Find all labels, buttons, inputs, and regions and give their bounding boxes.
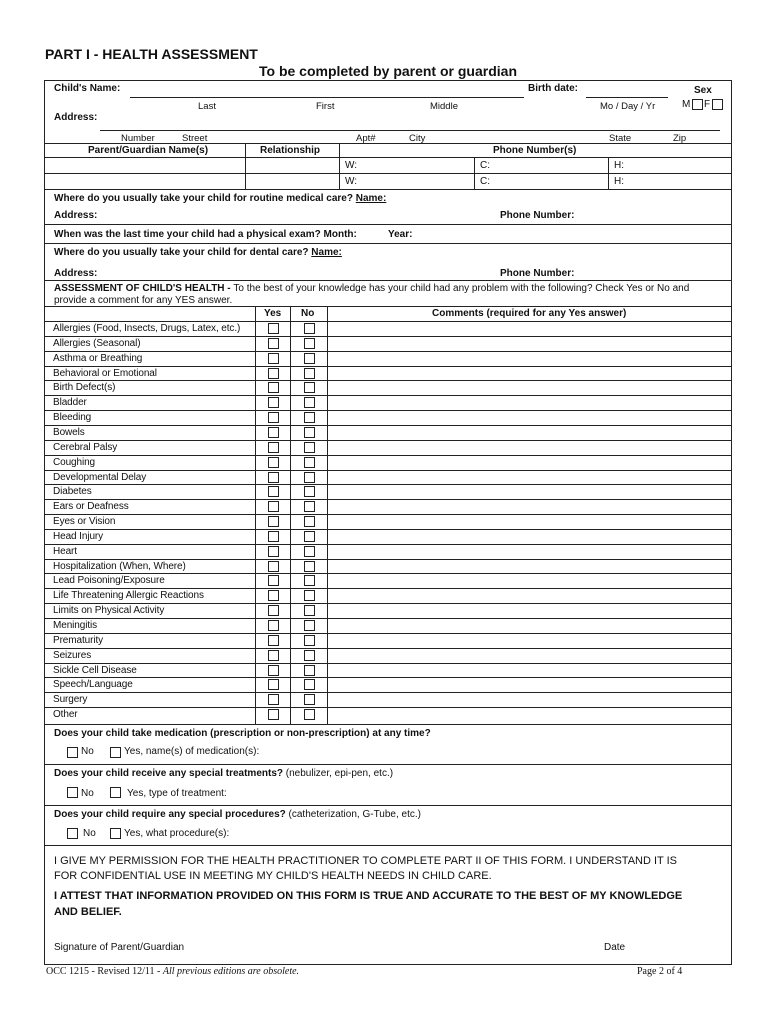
guardian-col-relationship: Relationship — [260, 145, 321, 156]
condition-label: Heart — [53, 545, 77, 557]
condition-yes-checkbox[interactable] — [268, 427, 279, 438]
condition-label: Prematurity — [53, 634, 104, 646]
sublabel-state: State — [609, 133, 632, 144]
condition-no-checkbox[interactable] — [304, 709, 315, 720]
guardian-table-bottom — [44, 189, 732, 190]
medication-yes-checkbox[interactable] — [110, 747, 121, 758]
condition-comment-field[interactable] — [328, 426, 730, 439]
condition-comment-field[interactable] — [328, 589, 730, 602]
condition-yes-checkbox[interactable] — [268, 620, 279, 631]
guardian2-phone-c[interactable]: C: — [480, 176, 490, 187]
condition-comment-field[interactable] — [328, 337, 730, 350]
condition-yes-checkbox[interactable] — [268, 590, 279, 601]
condition-row-divider — [44, 692, 732, 693]
dental-address-label: Address: — [54, 268, 98, 279]
condition-row-divider — [44, 380, 732, 381]
permission-statement-line2: FOR CONFIDENTIAL USE IN MEETING MY CHILD'S HEALTH NEEDS IN CHILD CARE. — [54, 870, 492, 882]
condition-row-divider — [44, 529, 732, 530]
condition-yes-checkbox[interactable] — [268, 368, 279, 379]
condition-yes-checkbox[interactable] — [268, 397, 279, 408]
address-label: Address: — [54, 112, 98, 123]
assessment-table-top — [44, 306, 732, 307]
care-divider-1 — [44, 224, 732, 225]
condition-yes-checkbox[interactable] — [268, 694, 279, 705]
condition-no-checkbox[interactable] — [304, 605, 315, 616]
condition-yes-checkbox[interactable] — [268, 531, 279, 542]
attest-statement-line1: I ATTEST THAT INFORMATION PROVIDED ON THIS FORM IS TRUE AND ACCURATE TO THE BEST OF MY KNOWLEDGE — [54, 890, 683, 902]
condition-row-divider — [44, 366, 732, 367]
condition-row-divider — [44, 707, 732, 708]
frame-bottom — [44, 964, 732, 965]
exam-year-label: Year: — [388, 229, 413, 240]
condition-row-divider — [44, 351, 732, 352]
medication-question: Does your child take medication (prescription or non-prescription) at any time? — [54, 728, 431, 739]
condition-no-checkbox[interactable] — [304, 650, 315, 661]
condition-row-divider — [44, 410, 732, 411]
condition-no-checkbox[interactable] — [304, 486, 315, 497]
condition-label: Asthma or Breathing — [53, 352, 143, 364]
condition-comment-field[interactable] — [328, 441, 730, 454]
dental-phone-label: Phone Number: — [500, 268, 575, 279]
condition-comment-field[interactable] — [328, 619, 730, 632]
treatment-no-label: No — [81, 788, 94, 799]
condition-comment-field[interactable] — [328, 367, 730, 380]
condition-comment-field[interactable] — [328, 471, 730, 484]
treatment-yes-label: Yes, type of treatment: — [127, 788, 227, 799]
condition-comment-field[interactable] — [328, 530, 730, 543]
assessment-col-no: No — [301, 308, 315, 319]
care-divider-3 — [44, 280, 732, 281]
medical-care-question: Where do you usually take your child for routine medical care? Name: — [54, 193, 387, 204]
condition-label: Allergies (Food, Insects, Drugs, Latex, etc.) — [53, 323, 241, 334]
condition-no-checkbox[interactable] — [304, 427, 315, 438]
condition-comment-field[interactable] — [328, 515, 730, 528]
guardian1-phone-w[interactable]: W: — [345, 160, 358, 171]
guardian-col-divider-2 — [339, 143, 340, 189]
childs-name-line[interactable] — [130, 97, 524, 98]
guardian-table-top — [44, 143, 732, 144]
condition-yes-checkbox[interactable] — [268, 486, 279, 497]
childs-name-label: Child's Name: — [54, 83, 121, 94]
condition-label: Bowels — [53, 426, 85, 438]
condition-no-checkbox[interactable] — [304, 501, 315, 512]
condition-yes-checkbox[interactable] — [268, 679, 279, 690]
procedure-no-label: No — [83, 828, 96, 839]
condition-label: Birth Defect(s) — [53, 382, 116, 394]
guardian-col-divider-3 — [474, 157, 475, 189]
frame-right — [731, 80, 732, 965]
treatment-divider — [44, 805, 732, 806]
condition-comment-field[interactable] — [328, 411, 730, 424]
condition-label: Bladder — [53, 397, 87, 409]
condition-label: Seizures — [53, 649, 92, 661]
condition-row-divider — [44, 677, 732, 678]
medication-yes-label: Yes, name(s) of medication(s): — [124, 746, 260, 757]
condition-comment-field[interactable] — [328, 574, 730, 587]
attest-statement-line2: AND BELIEF. — [54, 906, 122, 918]
condition-label: Head Injury — [53, 530, 104, 542]
condition-label: Meningitis — [53, 620, 98, 631]
sublabel-number: Number — [121, 133, 155, 144]
condition-row-divider — [44, 484, 732, 485]
condition-no-checkbox[interactable] — [304, 665, 315, 676]
guardian2-phone-h[interactable]: H: — [614, 176, 624, 187]
care-divider-2 — [44, 243, 732, 244]
condition-row-divider — [44, 440, 732, 441]
sublabel-apt: Apt# — [356, 133, 376, 144]
condition-yes-checkbox[interactable] — [268, 546, 279, 557]
sublabel-last: Last — [198, 101, 216, 112]
guardian2-phone-w[interactable]: W: — [345, 176, 358, 187]
guardian-col-divider-4 — [608, 157, 609, 189]
condition-no-checkbox[interactable] — [304, 353, 315, 364]
condition-no-checkbox[interactable] — [304, 679, 315, 690]
guardian-col-phone: Phone Number(s) — [493, 145, 577, 156]
condition-label: Diabetes — [53, 486, 92, 498]
condition-row-divider — [44, 514, 732, 515]
condition-row-divider — [44, 336, 732, 337]
condition-comment-field[interactable] — [328, 485, 730, 498]
condition-comment-field[interactable] — [328, 381, 730, 394]
dental-care-question: Where do you usually take your child for dental care? Name: — [54, 247, 342, 258]
guardian-row-divider — [44, 173, 732, 174]
assessment-col-yes: Yes — [264, 308, 282, 319]
condition-yes-checkbox[interactable] — [268, 516, 279, 527]
guardian-header-bottom — [44, 157, 732, 158]
condition-yes-checkbox[interactable] — [268, 561, 279, 572]
signature-label: Signature of Parent/Guardian — [54, 942, 185, 953]
condition-no-checkbox[interactable] — [304, 442, 315, 453]
birth-date-line[interactable] — [586, 97, 668, 98]
condition-row-divider — [44, 573, 732, 574]
condition-row-divider — [44, 395, 732, 396]
treatment-question: Does your child receive any special treatments? (nebulizer, epi-pen, etc.) — [54, 768, 394, 779]
procedure-divider — [44, 845, 732, 846]
condition-no-checkbox[interactable] — [304, 368, 315, 379]
condition-label: Ears or Deafness — [53, 501, 129, 513]
sex-f-label: F — [704, 99, 711, 110]
sublabel-street: Street — [182, 133, 208, 144]
condition-no-checkbox[interactable] — [304, 382, 315, 393]
guardian-col-divider-1 — [245, 143, 246, 189]
condition-row-divider — [44, 499, 732, 500]
condition-row-divider — [44, 544, 732, 545]
condition-comment-field[interactable] — [328, 500, 730, 513]
condition-no-checkbox[interactable] — [304, 694, 315, 705]
condition-label: Developmental Delay — [53, 471, 147, 483]
condition-yes-checkbox[interactable] — [268, 338, 279, 349]
condition-row-divider — [44, 663, 732, 664]
condition-comment-field[interactable] — [328, 352, 730, 365]
guardian1-phone-h[interactable]: H: — [614, 160, 624, 171]
condition-yes-checkbox[interactable] — [268, 709, 279, 720]
page-number: Page 2 of 4 — [637, 966, 683, 977]
condition-no-checkbox[interactable] — [304, 590, 315, 601]
condition-yes-checkbox[interactable] — [268, 412, 279, 423]
condition-label: Hospitalization (When, Where) — [53, 560, 186, 572]
date-label: Date — [604, 942, 626, 953]
sex-m-checkbox[interactable] — [692, 99, 703, 110]
treatment-yes-checkbox[interactable] — [110, 787, 121, 798]
medical-address-label: Address: — [54, 210, 98, 221]
condition-row-divider — [44, 470, 732, 471]
condition-label: Life Threatening Allergic Reactions — [53, 590, 204, 602]
condition-row-divider — [44, 588, 732, 589]
procedure-question: Does your child require any special procedures? (catheterization, G-Tube, etc.) — [54, 809, 421, 820]
medication-divider — [44, 764, 732, 765]
condition-label: Other — [53, 709, 78, 721]
guardian-col-name: Parent/Guardian Name(s) — [88, 145, 209, 156]
condition-yes-checkbox[interactable] — [268, 457, 279, 468]
guardian1-phone-c[interactable]: C: — [480, 160, 490, 171]
assessment-table-bottom — [44, 724, 732, 725]
condition-label: Speech/Language — [53, 679, 133, 691]
sex-label: Sex — [694, 85, 712, 96]
condition-comment-field[interactable] — [328, 604, 730, 617]
condition-row-divider — [44, 455, 732, 456]
condition-no-checkbox[interactable] — [304, 516, 315, 527]
condition-no-checkbox[interactable] — [304, 338, 315, 349]
condition-comment-field[interactable] — [328, 545, 730, 558]
condition-yes-checkbox[interactable] — [268, 650, 279, 661]
sublabel-city: City — [409, 133, 426, 144]
condition-label: Surgery — [53, 694, 88, 706]
page-title: PART I - HEALTH ASSESSMENT — [45, 46, 258, 62]
condition-no-checkbox[interactable] — [304, 457, 315, 468]
condition-comment-field[interactable] — [328, 396, 730, 409]
page-subtitle: To be completed by parent or guardian — [259, 63, 517, 79]
medical-phone-label: Phone Number: — [500, 210, 575, 221]
frame-top — [44, 80, 732, 81]
frame-left — [44, 80, 45, 965]
condition-no-checkbox[interactable] — [304, 546, 315, 557]
condition-yes-checkbox[interactable] — [268, 472, 279, 483]
sex-m-label: M — [682, 99, 691, 110]
sublabel-date: Mo / Day / Yr — [600, 101, 656, 112]
condition-yes-checkbox[interactable] — [268, 575, 279, 586]
condition-label: Eyes or Vision — [53, 516, 116, 528]
form-id-footer: OCC 1215 - Revised 12/11 - All previous editions are obsolete. — [46, 966, 300, 977]
condition-no-checkbox[interactable] — [304, 561, 315, 572]
condition-comment-field[interactable] — [328, 560, 730, 573]
condition-row-divider — [44, 633, 732, 634]
condition-yes-checkbox[interactable] — [268, 442, 279, 453]
treatment-no-checkbox[interactable] — [67, 787, 78, 798]
condition-comment-field[interactable] — [328, 649, 730, 662]
condition-yes-checkbox[interactable] — [268, 353, 279, 364]
condition-yes-checkbox[interactable] — [268, 382, 279, 393]
condition-yes-checkbox[interactable] — [268, 665, 279, 676]
procedure-yes-checkbox[interactable] — [110, 828, 121, 839]
condition-no-checkbox[interactable] — [304, 531, 315, 542]
birth-date-label: Birth date: — [528, 83, 578, 94]
condition-label: Lead Poisoning/Exposure — [53, 575, 165, 587]
medication-no-label: No — [81, 746, 94, 757]
condition-label: Allergies (Seasonal) — [53, 337, 141, 349]
condition-comment-field[interactable] — [328, 693, 730, 706]
sublabel-middle: Middle — [430, 101, 458, 112]
condition-yes-checkbox[interactable] — [268, 501, 279, 512]
assessment-intro-line2: provide a comment for any YES answer. — [54, 295, 233, 306]
condition-label: Coughing — [53, 456, 96, 468]
sex-f-checkbox[interactable] — [712, 99, 723, 110]
exam-question: When was the last time your child had a physical exam? Month: — [54, 229, 357, 240]
condition-label: Bleeding — [53, 412, 92, 424]
medication-no-checkbox[interactable] — [67, 747, 78, 758]
condition-comment-field[interactable] — [328, 664, 730, 677]
condition-no-checkbox[interactable] — [304, 635, 315, 646]
condition-label: Sickle Cell Disease — [53, 664, 137, 676]
condition-row-divider — [44, 559, 732, 560]
condition-yes-checkbox[interactable] — [268, 635, 279, 646]
condition-comment-field[interactable] — [328, 678, 730, 691]
condition-yes-checkbox[interactable] — [268, 605, 279, 616]
sublabel-zip: Zip — [673, 133, 687, 144]
condition-row-divider — [44, 618, 732, 619]
procedure-no-checkbox[interactable] — [67, 828, 78, 839]
condition-comment-field[interactable] — [328, 708, 730, 721]
condition-comment-field[interactable] — [328, 634, 730, 647]
condition-label: Behavioral or Emotional — [53, 367, 157, 379]
condition-row-divider — [44, 603, 732, 604]
condition-no-checkbox[interactable] — [304, 620, 315, 631]
assessment-col-comments: Comments (required for any Yes answer) — [432, 308, 627, 319]
condition-comment-field[interactable] — [328, 322, 730, 335]
condition-comment-field[interactable] — [328, 456, 730, 469]
condition-no-checkbox[interactable] — [304, 472, 315, 483]
condition-row-divider — [44, 648, 732, 649]
condition-label: Limits on Physical Activity — [53, 605, 165, 617]
assessment-intro: ASSESSMENT OF CHILD'S HEALTH - To the best of your knowledge has your child had any problem with the following? Check Yes or No and — [54, 283, 690, 294]
condition-no-checkbox[interactable] — [304, 575, 315, 586]
condition-yes-checkbox[interactable] — [268, 323, 279, 334]
condition-no-checkbox[interactable] — [304, 412, 315, 423]
permission-statement-line1: I GIVE MY PERMISSION FOR THE HEALTH PRACTITIONER TO COMPLETE PART II OF THIS FORM. I UNDERSTAND IT IS — [54, 855, 678, 867]
condition-label: Cerebral Palsy — [53, 441, 118, 453]
address-line[interactable] — [100, 130, 720, 131]
procedure-yes-label: Yes, what procedure(s): — [124, 828, 230, 839]
sublabel-first: First — [316, 101, 335, 112]
condition-row-divider — [44, 425, 732, 426]
condition-no-checkbox[interactable] — [304, 323, 315, 334]
condition-no-checkbox[interactable] — [304, 397, 315, 408]
